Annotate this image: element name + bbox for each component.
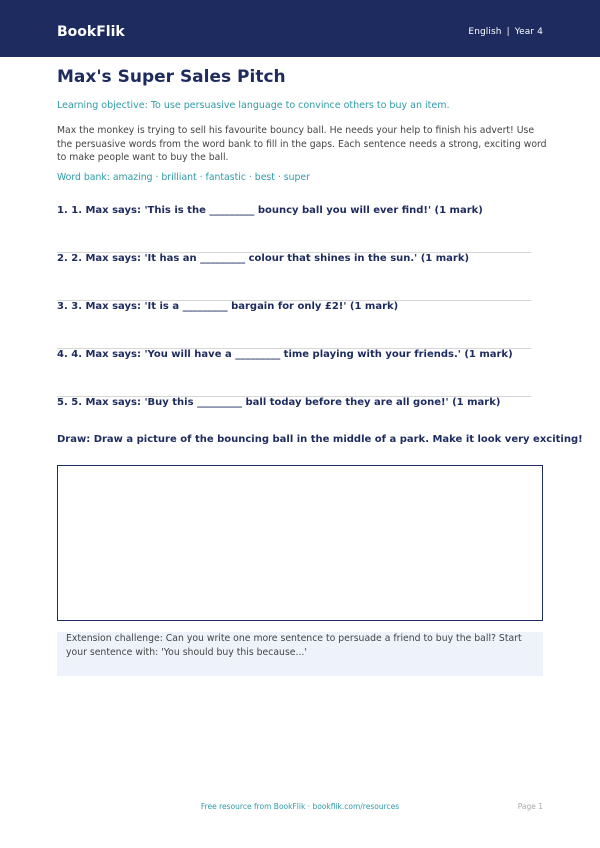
question-5: 5. 5. Max says: 'Buy this _________ ball today before they are all gone!' (1 mark) — [57, 397, 501, 408]
page-number: Page 1 — [517, 802, 543, 811]
extension-text: Extension challenge: Can you write one more sentence to persuade a friend to buy the ball? Start your sentence with: 'You should buy this because...' — [66, 633, 522, 658]
year-label: Year 4 — [514, 27, 543, 37]
question-2: 2. 2. Max says: 'It has an _________ colour that shines in the sun.' (1 mark) — [57, 253, 470, 264]
footer-link[interactable]: Free resource from BookFlik · bookflik.com/resources — [200, 802, 400, 811]
extension-challenge — [57, 632, 543, 676]
question-3: 3. 3. Max says: 'It is a _________ bargain for only £2!' (1 mark) — [57, 301, 399, 312]
draw-prompt: Draw: Draw a picture of the bouncing ball in the middle of a park. Make it look very exciting! — [57, 434, 583, 445]
learning-objective: Learning objective: To use persuasive language to convince others to buy an item. — [57, 100, 450, 111]
brand-logo[interactable]: BookFlik — [57, 24, 125, 40]
word-bank: Word bank: amazing · brilliant · fantastic · best · super — [57, 172, 310, 183]
page-header — [0, 0, 600, 57]
header-separator: | — [506, 27, 510, 37]
worksheet-title: Max's Super Sales Pitch — [57, 67, 286, 87]
subject-label: English — [468, 27, 502, 37]
intro-paragraph: Max the monkey is trying to sell his favourite bouncy ball. He needs your help to finish his advert! Use the persuasive words from the word bank to fill in the gaps. Each sentence needs a strong, exciting word to make people want to buy the ball. — [57, 125, 547, 163]
question-1: 1. 1. Max says: 'This is the _________ bouncy ball you will ever find!' (1 mark) — [57, 205, 483, 216]
drawing-area[interactable] — [57, 465, 543, 621]
question-4: 4. 4. Max says: 'You will have a _________ time playing with your friends.' (1 mark) — [57, 349, 513, 360]
subject-year-label — [468, 27, 543, 37]
